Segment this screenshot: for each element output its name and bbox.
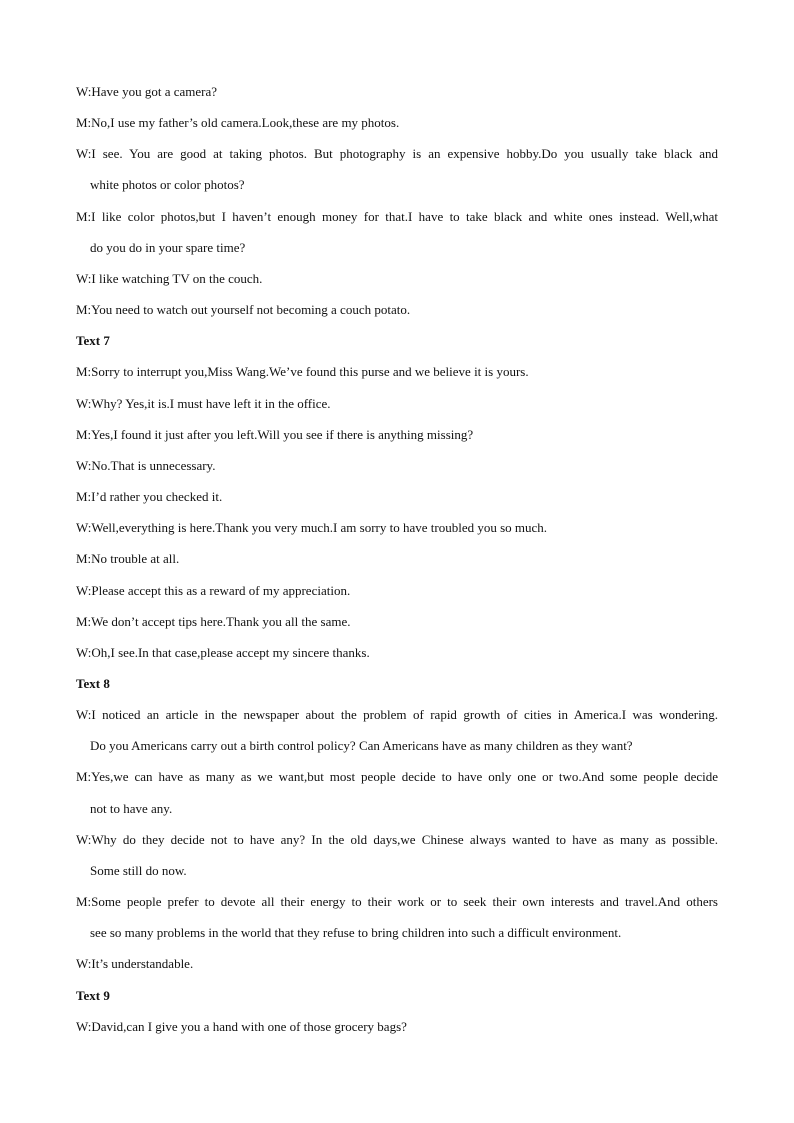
dialogue-line: [76, 637, 718, 668]
line-text: W:I see. You are good at taking photos. But photography is an expensive hobby.Do you usually take black and: [76, 146, 718, 162]
section-heading-text-9: Text 9: [76, 987, 110, 1003]
line-text: M:Some people prefer to devote all their energy to their work or to seek their own interests and travel.And others: [76, 894, 718, 910]
dialogue-line: [76, 419, 718, 450]
dialogue-line: [76, 481, 718, 512]
line-text: M:Sorry to interrupt you,Miss Wang.We’ve found this purse and we believe it is yours.: [76, 364, 529, 380]
dialogue-line: [76, 263, 718, 294]
line-text: W:No.That is unnecessary.: [76, 457, 216, 473]
dialogue-line: [76, 948, 718, 979]
line-text: M:I’d rather you checked it.: [76, 489, 223, 505]
document-body: [76, 76, 718, 1042]
dialogue-line: [76, 886, 718, 948]
dialogue-line: [76, 512, 718, 543]
line-continuation: Some still do now.: [90, 862, 187, 878]
line-text: M:No trouble at all.: [76, 551, 180, 567]
dialogue-line: [76, 606, 718, 637]
section-heading-text-7: Text 7: [76, 333, 110, 349]
dialogue-line: [76, 824, 718, 886]
line-text: W:Have you got a camera?: [76, 84, 218, 99]
dialogue-line: [76, 388, 718, 419]
dialogue-line: [76, 107, 718, 138]
line-text: W:David,can I give you a hand with one of those grocery bags?: [76, 1018, 407, 1034]
dialogue-line: [76, 201, 718, 263]
line-text: W:Please accept this as a reward of my appreciation.: [76, 582, 351, 598]
line-text: M:No,I use my father’s old camera.Look,these are my photos.: [76, 115, 400, 131]
dialogue-line: [76, 76, 718, 107]
line-text: M:You need to watch out yourself not becoming a couch potato.: [76, 302, 411, 318]
line-text: M:We don’t accept tips here.Thank you all the same.: [76, 613, 351, 629]
line-text: M:Yes,I found it just after you left.Will you see if there is anything missing?: [76, 426, 474, 442]
line-text: M:I like color photos,but I haven’t enough money for that.I have to take black and white ones instead. Well,what: [76, 208, 718, 224]
dialogue-line: [76, 575, 718, 606]
line-text: M:Yes,we can have as many as we want,but most people decide to have only one or two.And some people decide: [76, 769, 718, 785]
dialogue-line: [76, 356, 718, 387]
line-continuation: Do you Americans carry out a birth control policy? Can Americans have as many children as they want?: [90, 738, 633, 754]
line-text: W:I noticed an article in the newspaper about the problem of rapid growth of cities in America.I was wondering.: [76, 707, 718, 723]
line-text: W:Oh,I see.In that case,please accept my sincere thanks.: [76, 644, 370, 660]
section-heading-text-8: Text 8: [76, 675, 110, 691]
dialogue-line: [76, 699, 718, 761]
line-text: W:It’s understandable.: [76, 956, 194, 972]
line-text: W:Why do they decide not to have any? In the old days,we Chinese always wanted to have as many as possible.: [76, 831, 718, 847]
dialogue-line: [76, 450, 718, 481]
dialogue-line: [76, 294, 718, 325]
line-continuation: do you do in your spare time?: [90, 239, 246, 255]
dialogue-line: [76, 543, 718, 574]
line-text: W:Well,everything is here.Thank you very much.I am sorry to have troubled you so much.: [76, 520, 548, 536]
dialogue-line: [76, 761, 718, 823]
line-continuation: white photos or color photos?: [90, 177, 245, 193]
line-continuation: see so many problems in the world that they refuse to bring children into such a difficult environment.: [90, 925, 622, 941]
line-continuation: not to have any.: [90, 800, 173, 816]
dialogue-line: [76, 1011, 718, 1042]
dialogue-line: [76, 138, 718, 200]
line-text: W:I like watching TV on the couch.: [76, 270, 263, 286]
line-text: W:Why? Yes,it is.I must have left it in the office.: [76, 395, 331, 411]
